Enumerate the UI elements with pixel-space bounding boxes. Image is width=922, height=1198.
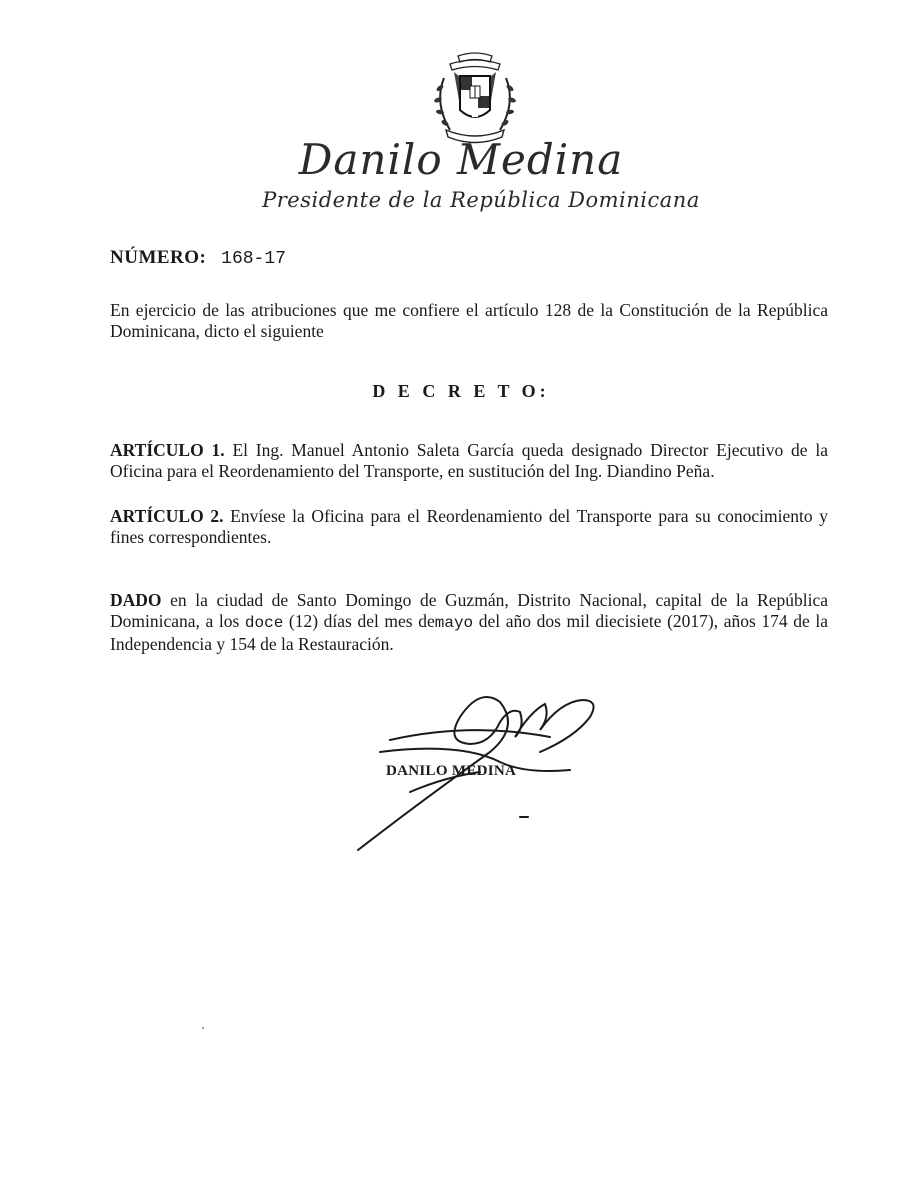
dado-text-3: del año dos mil diecisiete (2017), años 174 de la Independencia y 154 de la Restauración. — [110, 611, 828, 654]
scan-speck — [202, 1027, 204, 1029]
decree-heading: D E C R E T O: — [372, 381, 550, 401]
article-1-text: El Ing. Manuel Antonio Saleta García queda designado Director Ejecutivo de la Oficina para el Reordenamiento del Transporte, en sustitución del Ing. Diandino Peña. — [110, 440, 828, 481]
article-2-text: Envíese la Oficina para el Reordenamiento del Transporte para su conocimiento y fines correspondientes. — [110, 506, 828, 547]
article-1-label: ARTÍCULO 1. — [110, 440, 225, 460]
article-2 — [110, 506, 828, 548]
signer-name: DANILO MEDINA — [386, 763, 517, 779]
dado-day-words: doce — [244, 614, 284, 632]
dominican-coat-of-arms-icon — [420, 48, 530, 148]
intro-paragraph: En ejercicio de las atribuciones que me confiere el artículo 128 de la Constitución de la República Dominicana, dicto el siguiente — [110, 300, 828, 341]
decree-number — [110, 247, 286, 269]
dado-paragraph — [110, 590, 828, 655]
article-2-label: ARTÍCULO 2. — [110, 506, 224, 526]
dado-day-number: (12) — [288, 611, 319, 631]
decree-number-label: NÚMERO: — [110, 247, 207, 268]
letterhead-title: Presidente de la República Dominicana — [262, 188, 700, 212]
dado-text-1: en la ciudad de Santo Domingo de Guzmán, Distrito Nacional, capital de la República Dominicana, a los — [110, 590, 828, 631]
dado-month: mayo — [434, 614, 474, 632]
dado-label: DADO — [110, 590, 162, 610]
letterhead-name: Danilo Medina — [298, 135, 624, 184]
decree-number-value: 168-17 — [221, 249, 286, 269]
dado-text-2: días del mes de — [318, 611, 435, 631]
article-1 — [110, 440, 828, 482]
